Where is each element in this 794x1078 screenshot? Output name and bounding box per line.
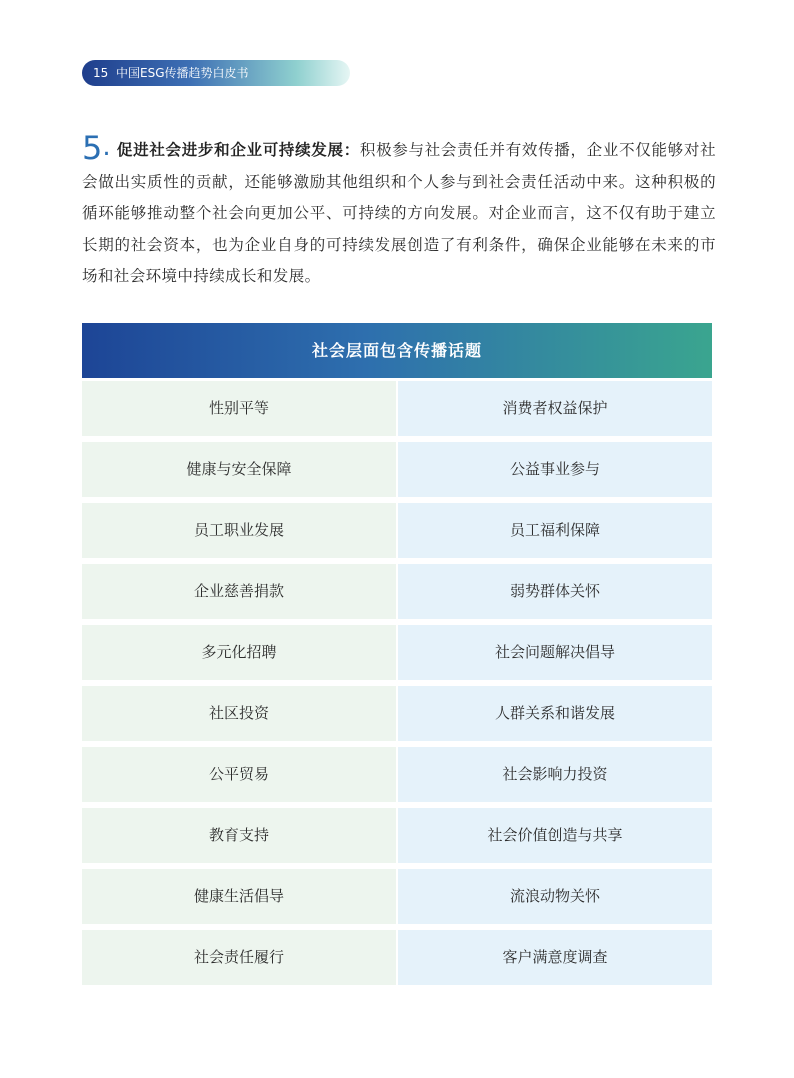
table-row [82, 381, 712, 439]
table-cell-left: 健康与安全保障 [82, 442, 396, 497]
table-cell-right: 人群关系和谐发展 [398, 686, 712, 741]
section-heading: 促进社会进步和企业可持续发展： [116, 141, 360, 159]
section-number: 5 [82, 129, 103, 167]
social-topics-table [82, 323, 712, 988]
section-paragraph [82, 129, 716, 293]
table-cell-left: 社区投资 [82, 686, 396, 741]
table-row [82, 869, 712, 927]
table-row [82, 503, 712, 561]
table-cell-right: 社会问题解决倡导 [398, 625, 712, 680]
document-title: 中国ESG传播趋势白皮书 [116, 66, 249, 80]
table-cell-right: 员工福利保障 [398, 503, 712, 558]
table-row [82, 442, 712, 500]
table-cell-left: 社会责任履行 [82, 930, 396, 985]
table-row [82, 808, 712, 866]
table-cell-left: 教育支持 [82, 808, 396, 863]
table-cell-right: 社会价值创造与共享 [398, 808, 712, 863]
table-row [82, 564, 712, 622]
table-cell-left: 员工职业发展 [82, 503, 396, 558]
table-cell-right: 客户满意度调查 [398, 930, 712, 985]
table-cell-right: 流浪动物关怀 [398, 869, 712, 924]
table-row [82, 625, 712, 683]
table-cell-left: 企业慈善捐款 [82, 564, 396, 619]
table-cell-right: 弱势群体关怀 [398, 564, 712, 619]
table-cell-right: 消费者权益保护 [398, 381, 712, 436]
table-cell-right: 公益事业参与 [398, 442, 712, 497]
table-row [82, 686, 712, 744]
table-title: 社会层面包含传播话题 [82, 323, 712, 378]
table-cell-right: 社会影响力投资 [398, 747, 712, 802]
table-cell-left: 性别平等 [82, 381, 396, 436]
table-cell-left: 多元化招聘 [82, 625, 396, 680]
table-row [82, 930, 712, 988]
page-number: 15 [93, 66, 109, 80]
table-cell-left: 健康生活倡导 [82, 869, 396, 924]
table-cell-left: 公平贸易 [82, 747, 396, 802]
table-row [82, 747, 712, 805]
section-body: 积极参与社会责任并有效传播，企业不仅能够对社会做出实质性的贡献，还能够激励其他组织和个人参与到社会责任活动中来。这种积极的循环能够推动整个社会向更加公平、可持续的方向发展。对企业而言，这不仅有助于建立长期的社会资本，也为企业自身的可持续发展创造了有利条件，确保企业能够在未来的市场和社会环境中持续成长和发展。 [82, 141, 716, 285]
section-number-dot: . [102, 132, 111, 162]
